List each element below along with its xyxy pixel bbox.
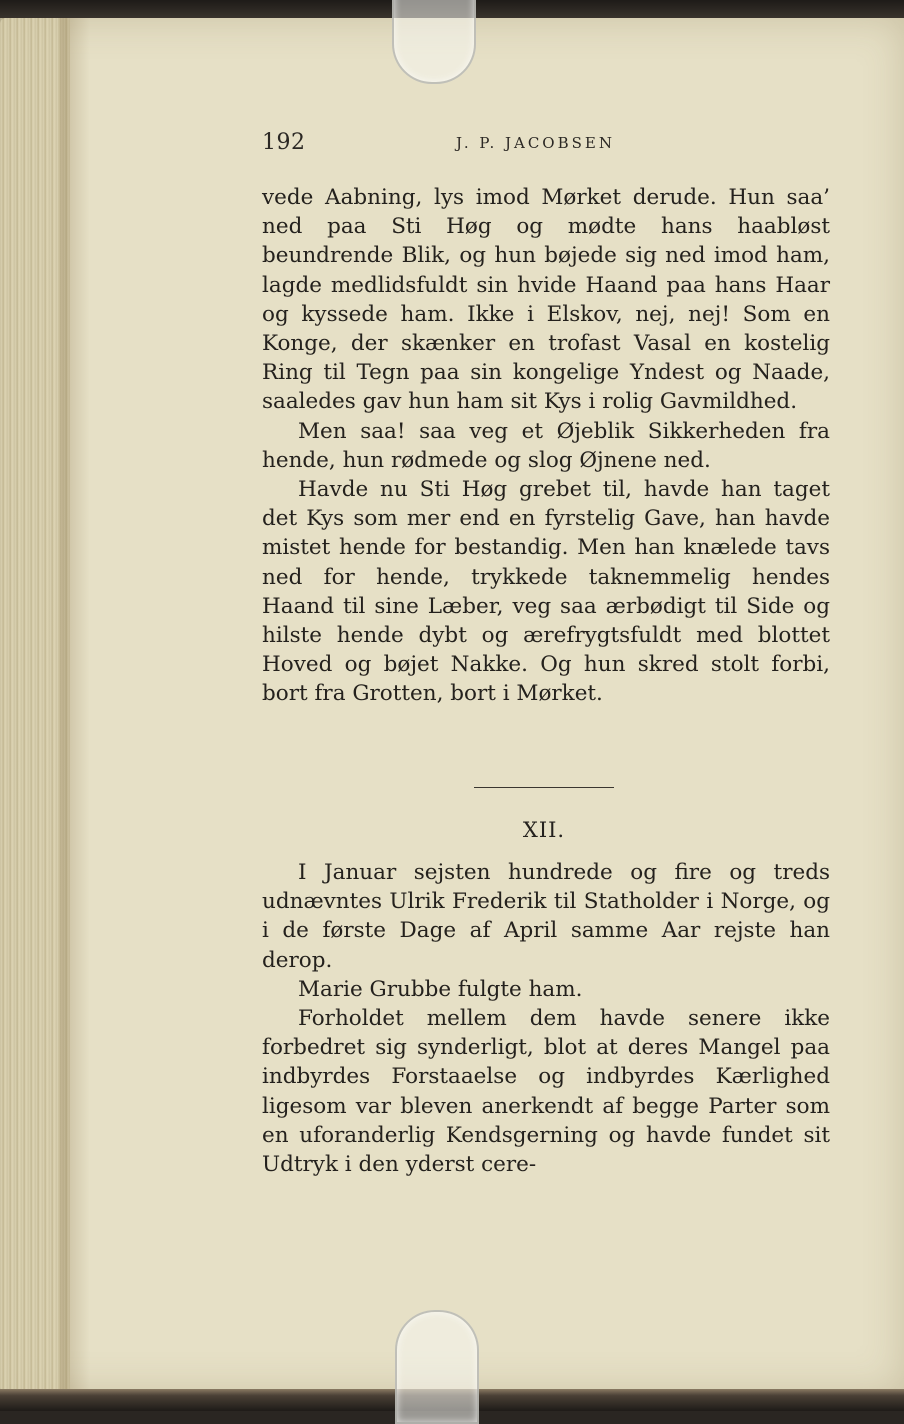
text-block-2 [262, 858, 830, 1179]
paragraph: Men saa! saa veg et Øjeblik Sikkerheden fra hende, hun rødmede og slog Øjnene ned. [262, 418, 830, 473]
section-divider [474, 787, 614, 788]
paragraph: Marie Grubbe fulgte ham. [298, 976, 583, 1002]
chapter-heading: XII. [522, 818, 566, 842]
paragraph: vede Aabning, lys imod Mørket derude. Hun saa’ ned paa Sti Høg og mødte hans haabløst beundrende Blik, og hun bøjede sig ned imod ham, lagde medlidsfuldt sin hvide Haand paa hans Haar og kyssede ham. Ikke i Elskov, nej, nej! Som en Konge, der skænker en trofast Vasal en kostelig Ring til Tegn paa sin kongelige Yndest og Naade, saaledes gav hun ham sit Kys i rolig Gavmildhed. [262, 185, 830, 415]
running-head [0, 130, 904, 160]
text-block-1 [262, 183, 830, 709]
paragraph: I Januar sejsten hundrede og fire og treds udnævntes Ulrik Frederik til Statholder i Norge, og i de første Dage af April samme Aar rejste han derop. [262, 860, 830, 973]
page-number: 192 [262, 130, 306, 155]
page-clip-top [392, 0, 476, 84]
running-title: J. P. JACOBSEN [456, 134, 615, 152]
paragraph: Forholdet mellem dem havde senere ikke forbedret sig synderligt, blot at deres Mangel paa indbyrdes Forstaaelse og indbyrdes Kærlighed ligesom var bleven anerkendt af begge Parter som en uforanderlig Kendsgerning og havde fundet sit Udtryk i den yderst cere- [262, 1006, 830, 1178]
paragraph: Havde nu Sti Høg grebet til, havde han taget det Kys som mer end en fyrstelig Gave, han havde mistet hende for bestandig. Men han knælede tavs ned for hende, trykkede taknemmelig hendes Haand til sine Læber, veg saa ærbødigt til Side og hilste hende dybt og ærefrygtsfuldt med blottet Hoved og bøjet Nakke. Og hun skred stolt forbi, bort fra Grotten, bort i Mørket. [262, 477, 830, 707]
gutter-shadow [60, 18, 90, 1393]
page-clip-bottom [395, 1310, 479, 1424]
